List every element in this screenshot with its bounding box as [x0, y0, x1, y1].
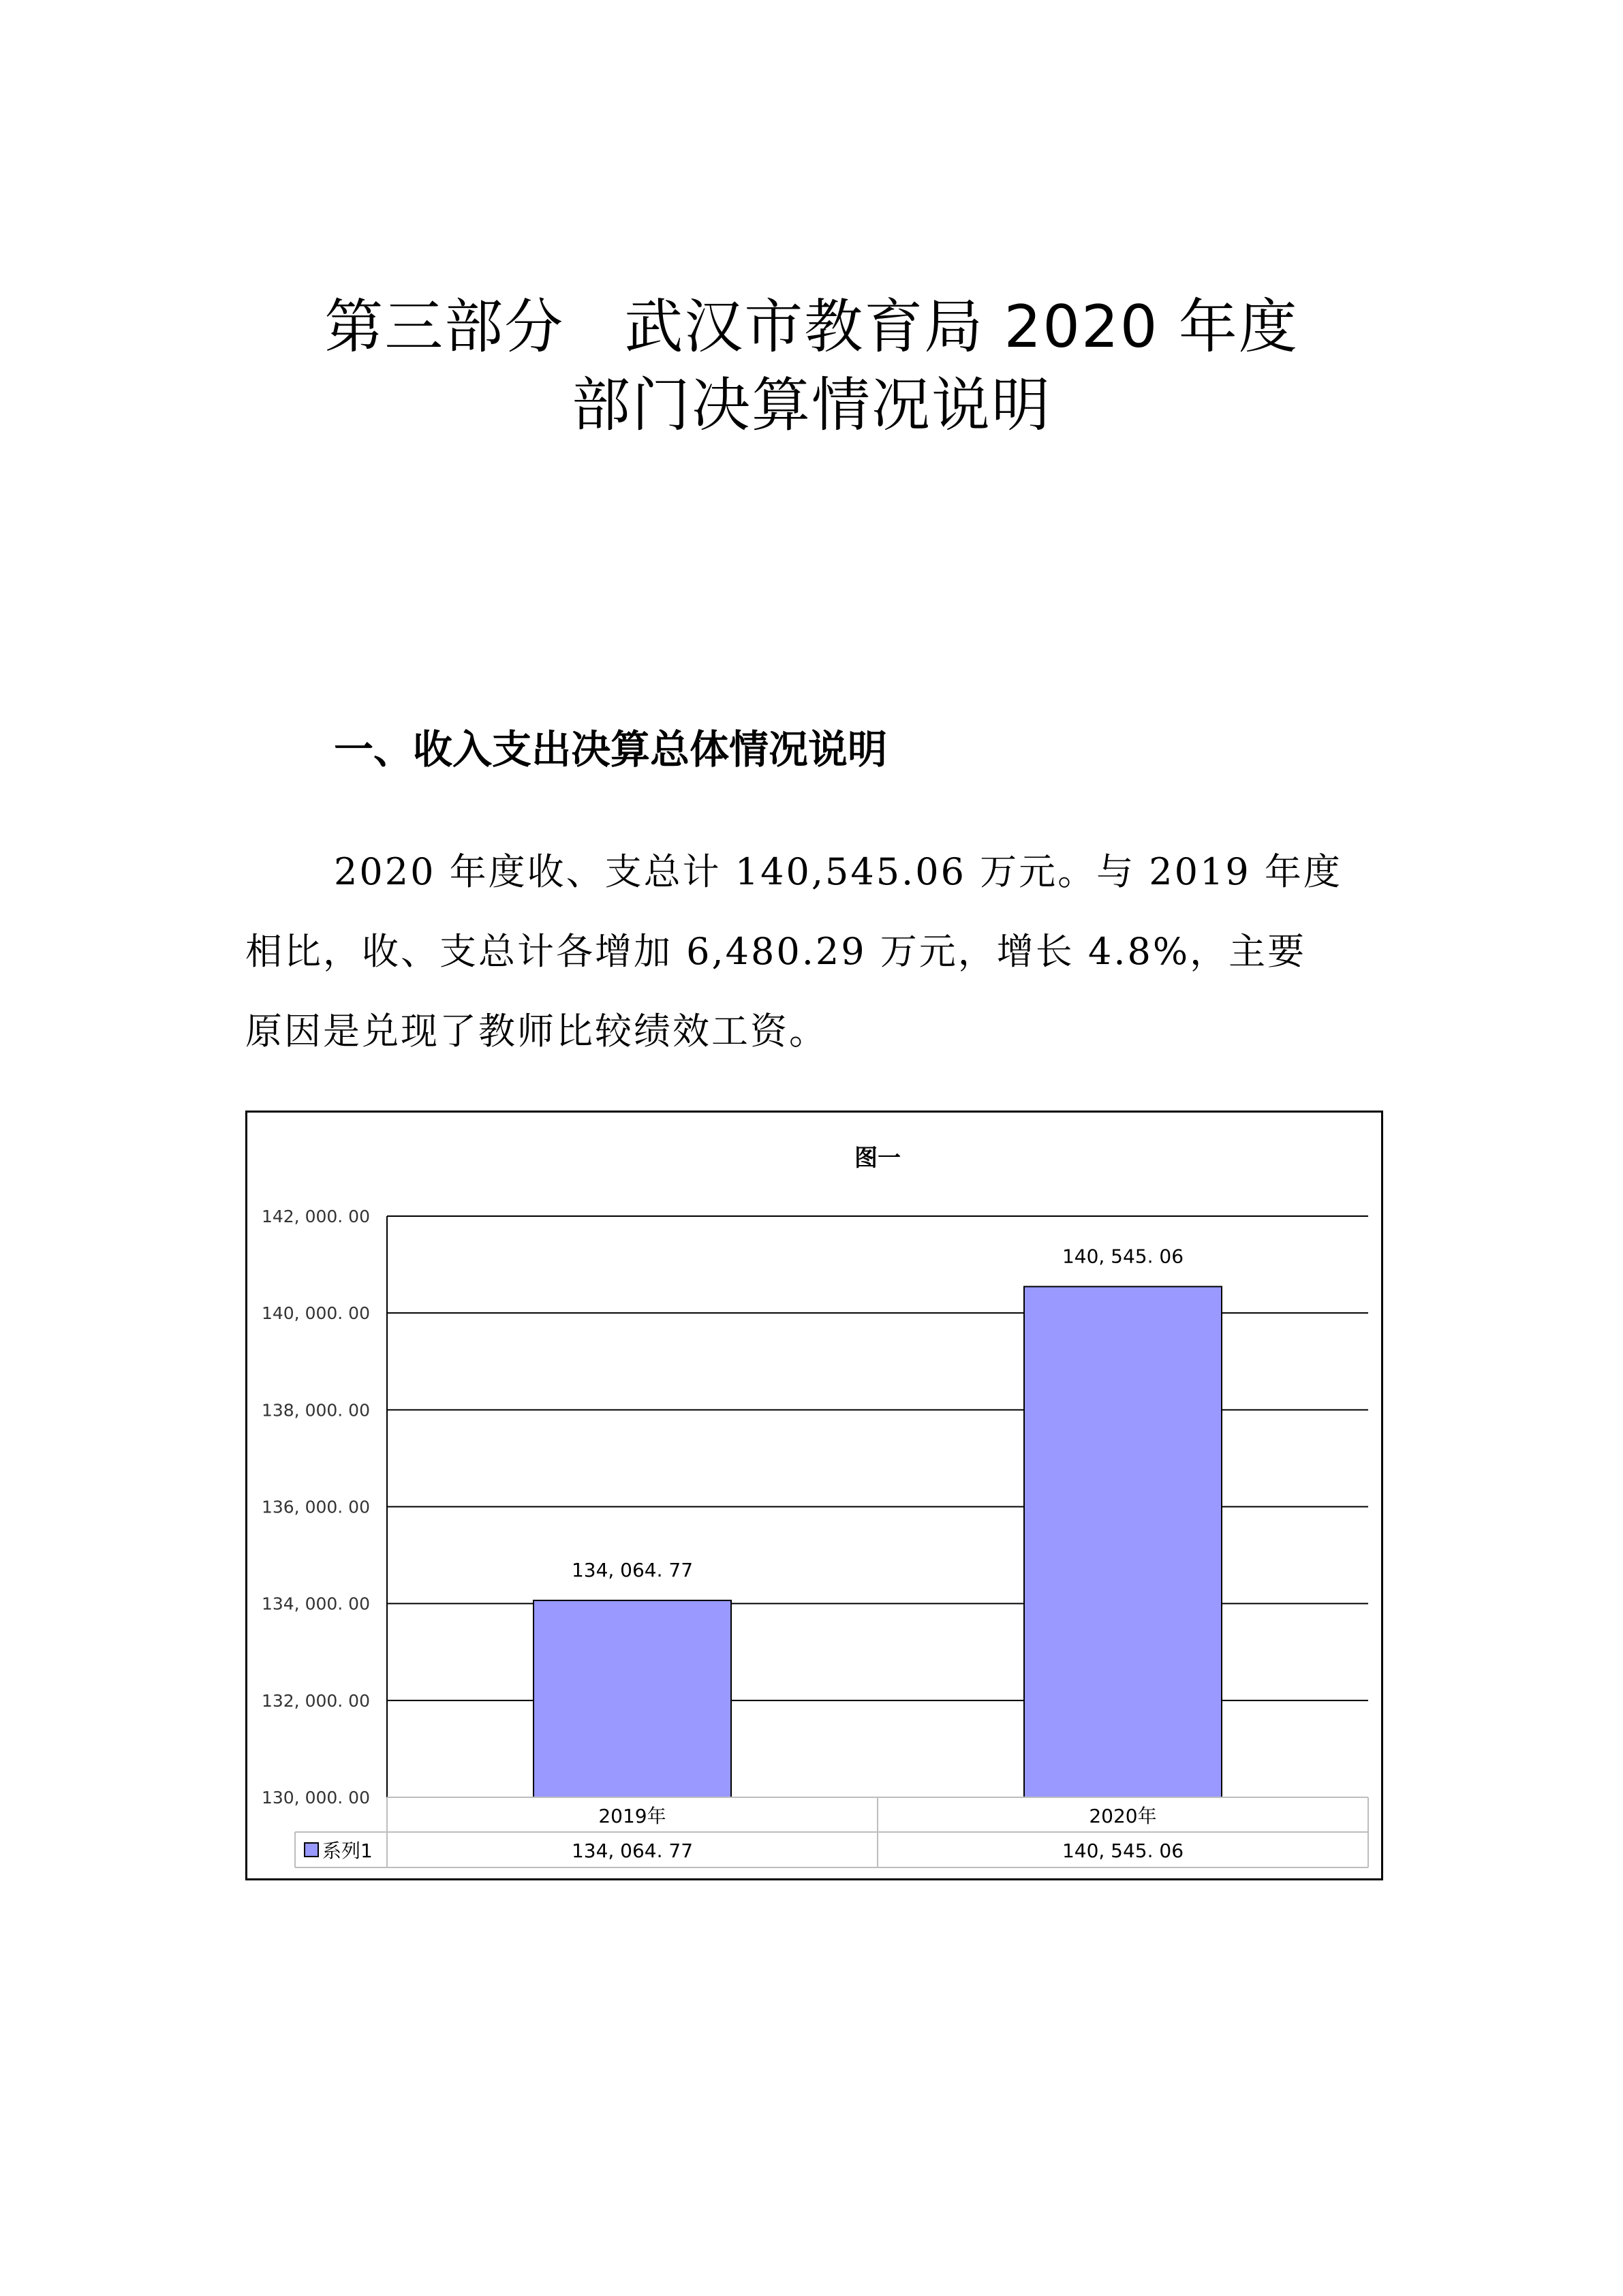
y-tick-label-5: 140, 000. 00 [261, 1303, 370, 1324]
y-tick-label-4: 138, 000. 00 [261, 1400, 370, 1421]
paragraph-line-1: 2020 年度收、支总计 140,545.06 万元。与 2019 年度 [334, 850, 1342, 893]
bar-chart [247, 1113, 1381, 1878]
page-title-line1: 第三部分 武汉市教育局 2020 年度 [324, 293, 1299, 361]
chart-title: 图一 [854, 1145, 901, 1172]
legend-swatch [305, 1843, 318, 1857]
y-tick-label-0: 130, 000. 00 [261, 1788, 370, 1808]
table-value-2019年: 134, 064. 77 [571, 1840, 694, 1862]
table-value-2020年: 140, 545. 06 [1062, 1840, 1184, 1862]
data-label-2020年: 140, 545. 06 [1062, 1245, 1184, 1268]
paragraph-line-3: 原因是兑现了教师比较绩效工资。 [245, 1010, 828, 1053]
data-label-2019年: 134, 064. 77 [571, 1559, 694, 1582]
y-tick-label-2: 134, 000. 00 [261, 1594, 370, 1614]
legend-label: 系列1 [322, 1840, 373, 1862]
page-title-line2: 部门决算情况说明 [572, 371, 1051, 439]
y-tick-label-1: 132, 000. 00 [261, 1690, 370, 1711]
y-tick-label-6: 142, 000. 00 [261, 1207, 370, 1226]
bar-2020年 [1024, 1286, 1222, 1797]
table-header-2020年: 2020年 [1089, 1805, 1157, 1827]
bar-2019年 [534, 1600, 731, 1797]
y-tick-label-3: 136, 000. 00 [261, 1497, 370, 1517]
chart-frame [245, 1111, 1383, 1880]
section-heading: 一、收入支出决算总体情况说明 [334, 726, 888, 773]
table-header-2019年: 2019年 [598, 1805, 666, 1827]
paragraph-line-2: 相比，收、支总计各增加 6,480.29 万元，增长 4.8%，主要 [245, 930, 1307, 973]
